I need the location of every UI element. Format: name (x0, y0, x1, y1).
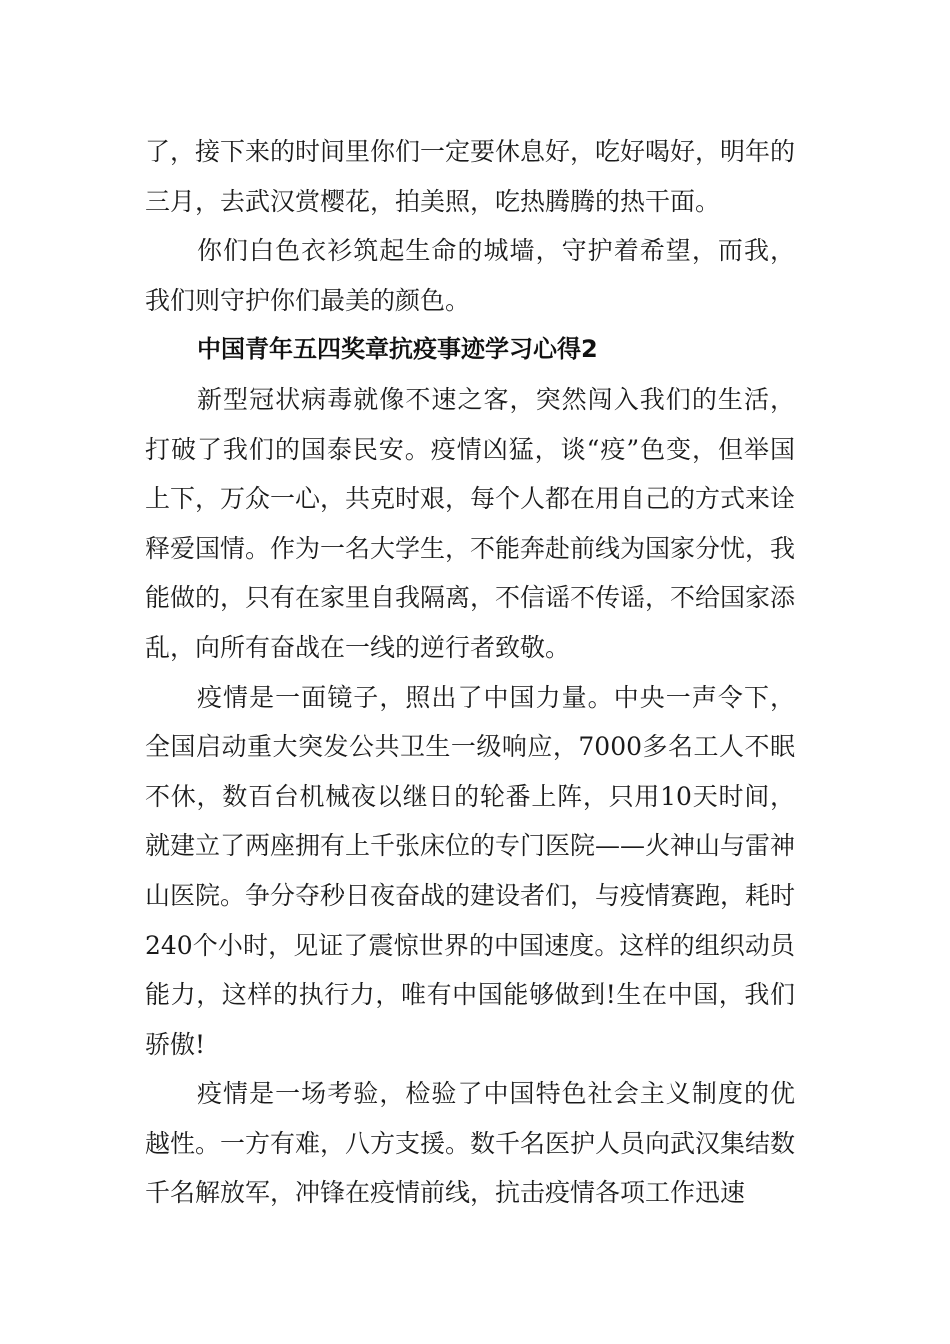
section-heading: 中国青年五四奖章抗疫事迹学习心得2 (197, 335, 598, 364)
paragraph-test: 疫情是一场考验，检验了中国特色社会主义制度的优越性。一方有难，八方支援。数千名医护人员向武汉集结数千名解放军，冲锋在疫情前线，抗击疫情各项工作迅速 (145, 1079, 796, 1208)
paragraph-closing: 了，接下来的时间里你们一定要休息好，吃好喝好，明年的三月，去武汉赏樱花，拍美照，吃热腾腾的热干面。 (145, 137, 796, 216)
document-body (145, 127, 795, 1218)
paragraph-china-power: 疫情是一面镜子，照出了中国力量。中央一声令下，全国启动重大突发公共卫生一级响应，7000多名工人不眠不休，数百台机械夜以继日的轮番上阵，只用10天时间，就建立了两座拥有上千张床位的专门医院——火神山与雷神山医院。争分夺秒日夜奋战的建设者们，与疫情赛跑，耗时240个小时，见证了震惊世界的中国速度。这样的组织动员能力，这样的执行力，唯有中国能够做到!生在中国，我们骄傲! (145, 682, 796, 1059)
paragraph-white-walls: 你们白色衣衫筑起生命的城墙，守护着希望，而我，我们则守护你们最美的颜色。 (145, 236, 795, 315)
paragraph-intro: 新型冠状病毒就像不速之客，突然闯入我们的生活，打破了我们的国泰民安。疫情凶猛，谈“疫”色变，但举国上下，万众一心，共克时艰，每个人都在用自己的方式来诠释爱国情。作为一名大学生，不能奔赴前线为国家分忧，我能做的，只有在家里自我隔离，不信谣不传谣，不给国家添乱，向所有奋战在一线的逆行者致敬。 (145, 384, 796, 662)
